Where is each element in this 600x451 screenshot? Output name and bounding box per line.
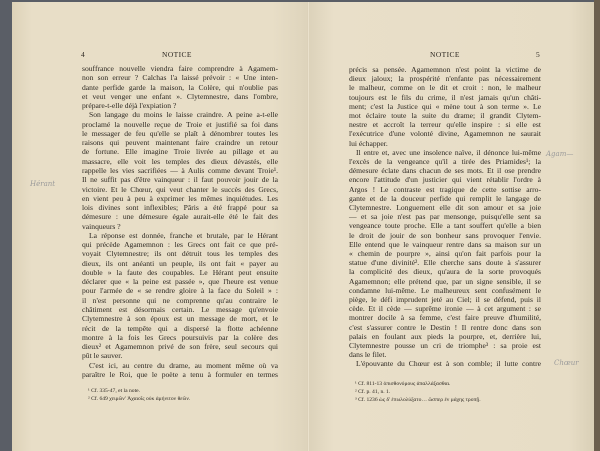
text-line: dans le filet. bbox=[349, 350, 387, 360]
text-line: palais en foulant aux pieds la pourpre, et, derrière lui, bbox=[349, 331, 541, 341]
text-line: récit de la tempête qui a dispersé la flotte achéenne bbox=[82, 323, 278, 333]
text-line: — et sa joie n'est pas par mensonge, puisqu'elle sent sa bbox=[349, 212, 541, 222]
text-line: nestre et accroît la terreur qu'elle inspire : si elle est bbox=[349, 120, 541, 130]
text-line: L'épouvante du Chœur est à son comble; il lutte contre bbox=[356, 359, 541, 369]
text-line: montre à la fois les Grecs poursuivis par la colère des bbox=[82, 332, 278, 342]
text-line: lui échapper. bbox=[349, 138, 388, 148]
text-line: l'exécutrice d'une volonté divine, Agamemnon ne saurait bbox=[349, 129, 541, 139]
footnote: ² Cf. p. 41, n. 1. bbox=[355, 389, 391, 395]
text-line: Clytemnestre. Longuement elle dit son amour et sa joie bbox=[349, 203, 541, 212]
text-line: Son langage du moins le laisse craindre. A peine a-t-elle bbox=[89, 110, 278, 120]
text-line: toujours est le fils du crime, il n'est jamais qu'un châti- bbox=[349, 92, 541, 102]
text-line: l'excès de la vengeance qu'il a tirée des Priamides¹; la bbox=[349, 157, 541, 166]
text-line: démesure éclate dans chacun de ses mots. Et il ose prendre bbox=[349, 166, 541, 176]
text-line: proclamé la nouvelle reçue de Troie et justifié sa foi dans bbox=[82, 119, 278, 129]
margin-note-choeur: Chœur bbox=[554, 359, 579, 367]
book-gutter bbox=[307, 2, 310, 451]
footnote: ¹ Cf. 335-47, et la note. bbox=[88, 388, 141, 394]
text-line: paraître le Roi, que le poète a tenu à formuler en termes bbox=[82, 369, 278, 379]
text-line: qui précède Agamemnon : les Grecs ont fait ce que pré- bbox=[82, 240, 278, 250]
text-line: ment; c'est la Justice qui « mène tout à son terme ». Le bbox=[349, 101, 541, 111]
text-line: démesure : une démesure égale aurait-elle été le fait des bbox=[82, 212, 278, 222]
text-line: Argos ! Le contraste est tragique de cette sottise arro- bbox=[349, 184, 541, 194]
text-line: le malheur, comme on le dit et croit : non, le malheur bbox=[349, 83, 541, 93]
text-line: piège, le défi imprudent jeté au Ciel; il se défend, puis il bbox=[349, 295, 541, 304]
text-line: non son erreur ? Calchas l'a laissé prévoir : « Une inten- bbox=[82, 73, 278, 83]
margin-note-agam: Agam— bbox=[546, 150, 574, 158]
footnote: ³ Cf. 1236 ὡς δ' ἐπωλολύξατο… ὥσπερ ἐν μάχης τροπῇ. bbox=[355, 397, 481, 403]
text-line: massacre, elle voit les temples des dieux dévastés, elle bbox=[82, 156, 278, 166]
text-line: condamne lui-même. Le malheureux sent confusément le bbox=[349, 285, 541, 295]
text-line: victoire. Et le Chœur, qui veut chanter le succès des Grecs, bbox=[82, 184, 278, 194]
text-line: dieux² et Agamemnon privé de son frère, seul secours qui bbox=[82, 342, 278, 352]
text-line: rappelle les vies sacrifiées — à Aulis comme devant Troie¹. bbox=[82, 165, 278, 175]
text-line: dieux, ils ont anéanti un peuple, ils ont fait « payer au bbox=[82, 258, 278, 268]
text-line: vengeance toute proche. Elle a tant souffert qu'elle a bien bbox=[349, 221, 541, 231]
text-line: prépare-t-elle déjà l'expiation ? bbox=[82, 101, 177, 111]
text-line: souffrance nouvelle viendra faire comprendre à Agamem- bbox=[82, 64, 278, 73]
text-line: le messager de feu qu'elle se plaît à dénombrer toutes les bbox=[82, 128, 278, 138]
text-line: c'est s'assurer contre le Destin ! Il rentre donc dans son bbox=[349, 322, 541, 332]
text-line: montrer docile à sa femme, c'est faire preuve d'humilité, bbox=[349, 313, 541, 323]
footnote: ² Cf. 649 χειμῶν' Ἀχαιοῖς οὐκ ἀμήνιτον θεῶν. bbox=[88, 396, 191, 402]
text-line: dante perfide garde la maison, la Colère, qui n'oublie pas bbox=[82, 82, 278, 92]
text-line: La réponse est donnée, franche et brutale, par le Hérant bbox=[89, 230, 278, 240]
footnote: ¹ Cf. 811-13 ὀπισθονόμους ἀπαλλάξασθαι. bbox=[355, 381, 451, 387]
page-number-right: 5 bbox=[536, 50, 541, 59]
text-line: il n'est personne qui ne comprenne qu'au contraire le bbox=[82, 295, 278, 305]
text-line: la complicité des dieux, qu'aura de la sorte provoqués bbox=[349, 267, 541, 277]
running-head-right: NOTICE bbox=[430, 50, 460, 59]
text-line: pût le sauver. bbox=[82, 351, 123, 361]
text-line: encore l'attitude d'un justicier qui vient rétablir l'ordre à bbox=[349, 175, 541, 185]
text-line: lois divines sont inflexibles; Pâris a été frappé pour sa bbox=[82, 203, 278, 213]
text-line: châtiment est désormais certain. Le message qu'envoie bbox=[82, 305, 278, 315]
text-line: voyait Clytemnestre; ils ont détruit tous les temples des bbox=[82, 249, 278, 259]
page-edge bbox=[594, 0, 600, 451]
text-line: Agamemnon; elle prétend que, par un signe sensible, il se bbox=[349, 276, 541, 286]
text-line: Clytemnestre pousse un cri de triomphe³ : sa proie est bbox=[349, 341, 541, 350]
text-line: « chemin de pourpre », ainsi qu'on fait parfois pour la bbox=[349, 249, 541, 258]
text-line: en vient peu à peu à exprimer les mêmes inquiétudes. Les bbox=[82, 193, 278, 203]
text-line: pour l'armée de « se rendre gloire à la face du Soleil » : bbox=[82, 286, 278, 296]
text-line: dieux jaloux; la prospérité n'enfante pas nécessairement bbox=[349, 74, 541, 84]
text-line: précis sa pensée. Agamemnon n'est point la victime de bbox=[349, 65, 541, 74]
text-line: cède. Et il cède — suprême ironie — à cet argument : se bbox=[349, 304, 541, 314]
text-line: vainqueurs ? bbox=[82, 221, 121, 231]
running-head-left: NOTICE bbox=[162, 50, 192, 59]
margin-note-herant: Hérant bbox=[30, 180, 56, 188]
text-line: et veut venger une enfant ». Clytemnestre, dans l'ombre, bbox=[82, 91, 278, 101]
text-line: mot éclaire toute la suite du drame; il grandit Clytem- bbox=[349, 111, 541, 120]
page-number-left: 4 bbox=[81, 50, 86, 59]
text-line: C'est ici, au centre du drame, au moment même où va bbox=[89, 360, 278, 370]
text-line: raisons qui peuvent maintenant faire craindre un retour bbox=[82, 138, 278, 148]
text-line: Il entre et, avec une insolence naïve, il dénonce lui-même bbox=[356, 147, 541, 157]
text-line: double » la faute des coupables. Le Hérant peut ensuite bbox=[82, 267, 278, 277]
text-line: Il ne suffit pas d'être vainqueur : il faut pouvoir jouir de la bbox=[82, 175, 278, 185]
text-line: Clytemnestre à son époux est un message de mort, et le bbox=[82, 314, 278, 324]
text-line: statue d'une divinité². Elle cherche sans doute à s'assurer bbox=[349, 258, 541, 268]
text-line: Elle entend que le vainqueur rentre dans sa maison sur un bbox=[349, 239, 541, 249]
text-line: le droit de jouir de son bonheur sans provoquer l'envie. bbox=[349, 230, 541, 240]
text-line: gante et de la douceur perfide qui remplit le langage de bbox=[349, 193, 541, 203]
text-line: déclarer que « la peine est passée », que l'heure est venue bbox=[82, 277, 278, 287]
text-line: de fortune. Elle imagine Troie livrée au pillage et au bbox=[82, 147, 278, 157]
